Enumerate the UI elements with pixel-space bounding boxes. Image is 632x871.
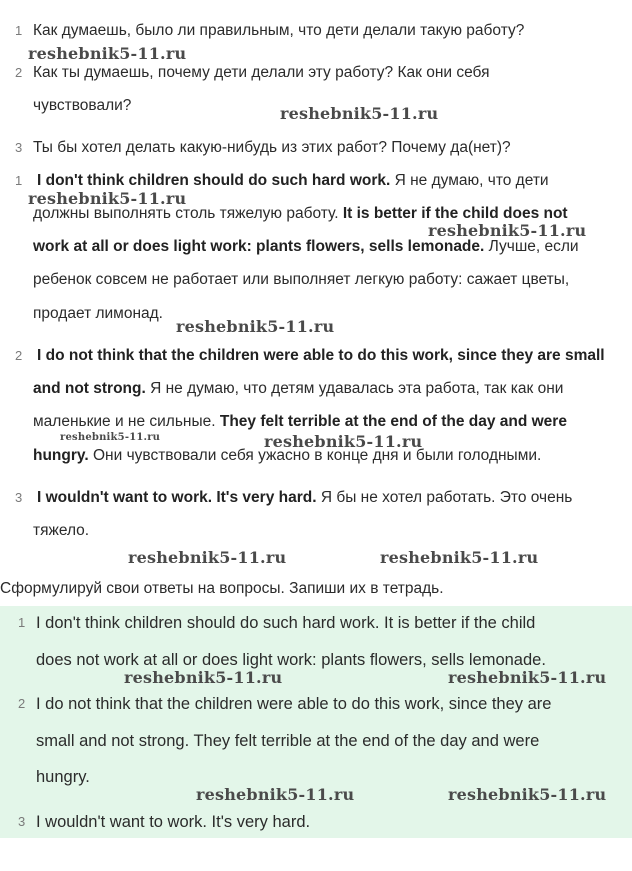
answer-number: 1	[15, 173, 23, 188]
answer-line: work at all or does light work: plants flowers, sells lemonade. Лучше, если	[33, 238, 579, 255]
watermark: reshebnik5-11.ru	[28, 189, 187, 208]
answer-line: I don't think children should do such hard work. Я не думаю, что дети	[37, 172, 549, 189]
watermark: reshebnik5-11.ru	[264, 432, 423, 451]
notebook-line: small and not strong. They felt terrible at the end of the day and were	[36, 732, 540, 750]
answer-number: 3	[15, 490, 23, 505]
watermark: reshebnik5-11.ru	[448, 668, 607, 687]
answer-line: I do not think that the children were able to do this work, since they are small	[37, 347, 605, 364]
notebook-line: hungry.	[36, 768, 90, 786]
watermark: reshebnik5-11.ru	[124, 668, 283, 687]
answer-line: and not strong. Я не думаю, что детям удавалась эта работа, так как они	[33, 380, 564, 397]
question-text-line: чувствовали?	[33, 97, 132, 114]
answer-line: тяжело.	[33, 522, 90, 539]
answer-number: 2	[15, 348, 23, 363]
question-text: Как думаешь, было ли правильным, что дети делали такую работу?	[33, 22, 525, 39]
watermark: reshebnik5-11.ru	[60, 432, 161, 443]
notebook-line: I do not think that the children were able to do this work, since they are	[36, 695, 552, 713]
question-text: Ты бы хотел делать какую-нибудь из этих работ? Почему да(нет)?	[33, 139, 511, 156]
question-text-line: Как ты думаешь, почему дети делали эту работу? Как они себя	[33, 64, 490, 81]
question-number: 3	[15, 140, 23, 155]
watermark: reshebnik5-11.ru	[28, 44, 187, 63]
notebook-line: I wouldn't want to work. It's very hard.	[36, 813, 311, 831]
notebook-line: does not work at all or does light work: plants flowers, sells lemonade.	[36, 651, 546, 669]
answer-line: hungry. Они чувствовали себя ужасно в конце дня и были голодными.	[33, 447, 542, 464]
answer-line: должны выполнять столь тяжелую работу. It is better if the child does not	[33, 205, 568, 222]
watermark: reshebnik5-11.ru	[176, 317, 335, 336]
question-number: 1	[15, 23, 23, 38]
notebook-number: 1	[18, 615, 26, 630]
answer-line: I wouldn't want to work. It's very hard. Я бы не хотел работать. Это очень	[37, 489, 573, 506]
answer-line: маленькие и не сильные. They felt terrible at the end of the day and were	[33, 413, 567, 430]
watermark: reshebnik5-11.ru	[280, 104, 439, 123]
answer-line: продает лимонад.	[33, 305, 163, 322]
watermark: reshebnik5-11.ru	[380, 548, 539, 567]
watermark: reshebnik5-11.ru	[428, 221, 587, 240]
answer-line: ребенок совсем не работает или выполняет легкую работу: сажает цветы,	[33, 271, 570, 288]
instruction-text: Сформулируй свои ответы на вопросы. Запиши их в тетрадь.	[0, 580, 444, 597]
watermark: reshebnik5-11.ru	[128, 548, 287, 567]
question-number: 2	[15, 65, 23, 80]
notebook-number: 3	[18, 814, 26, 829]
notebook-line: I don't think children should do such hard work. It is better if the child	[36, 614, 536, 632]
watermark: reshebnik5-11.ru	[448, 785, 607, 804]
notebook-number: 2	[18, 696, 26, 711]
watermark: reshebnik5-11.ru	[196, 785, 355, 804]
